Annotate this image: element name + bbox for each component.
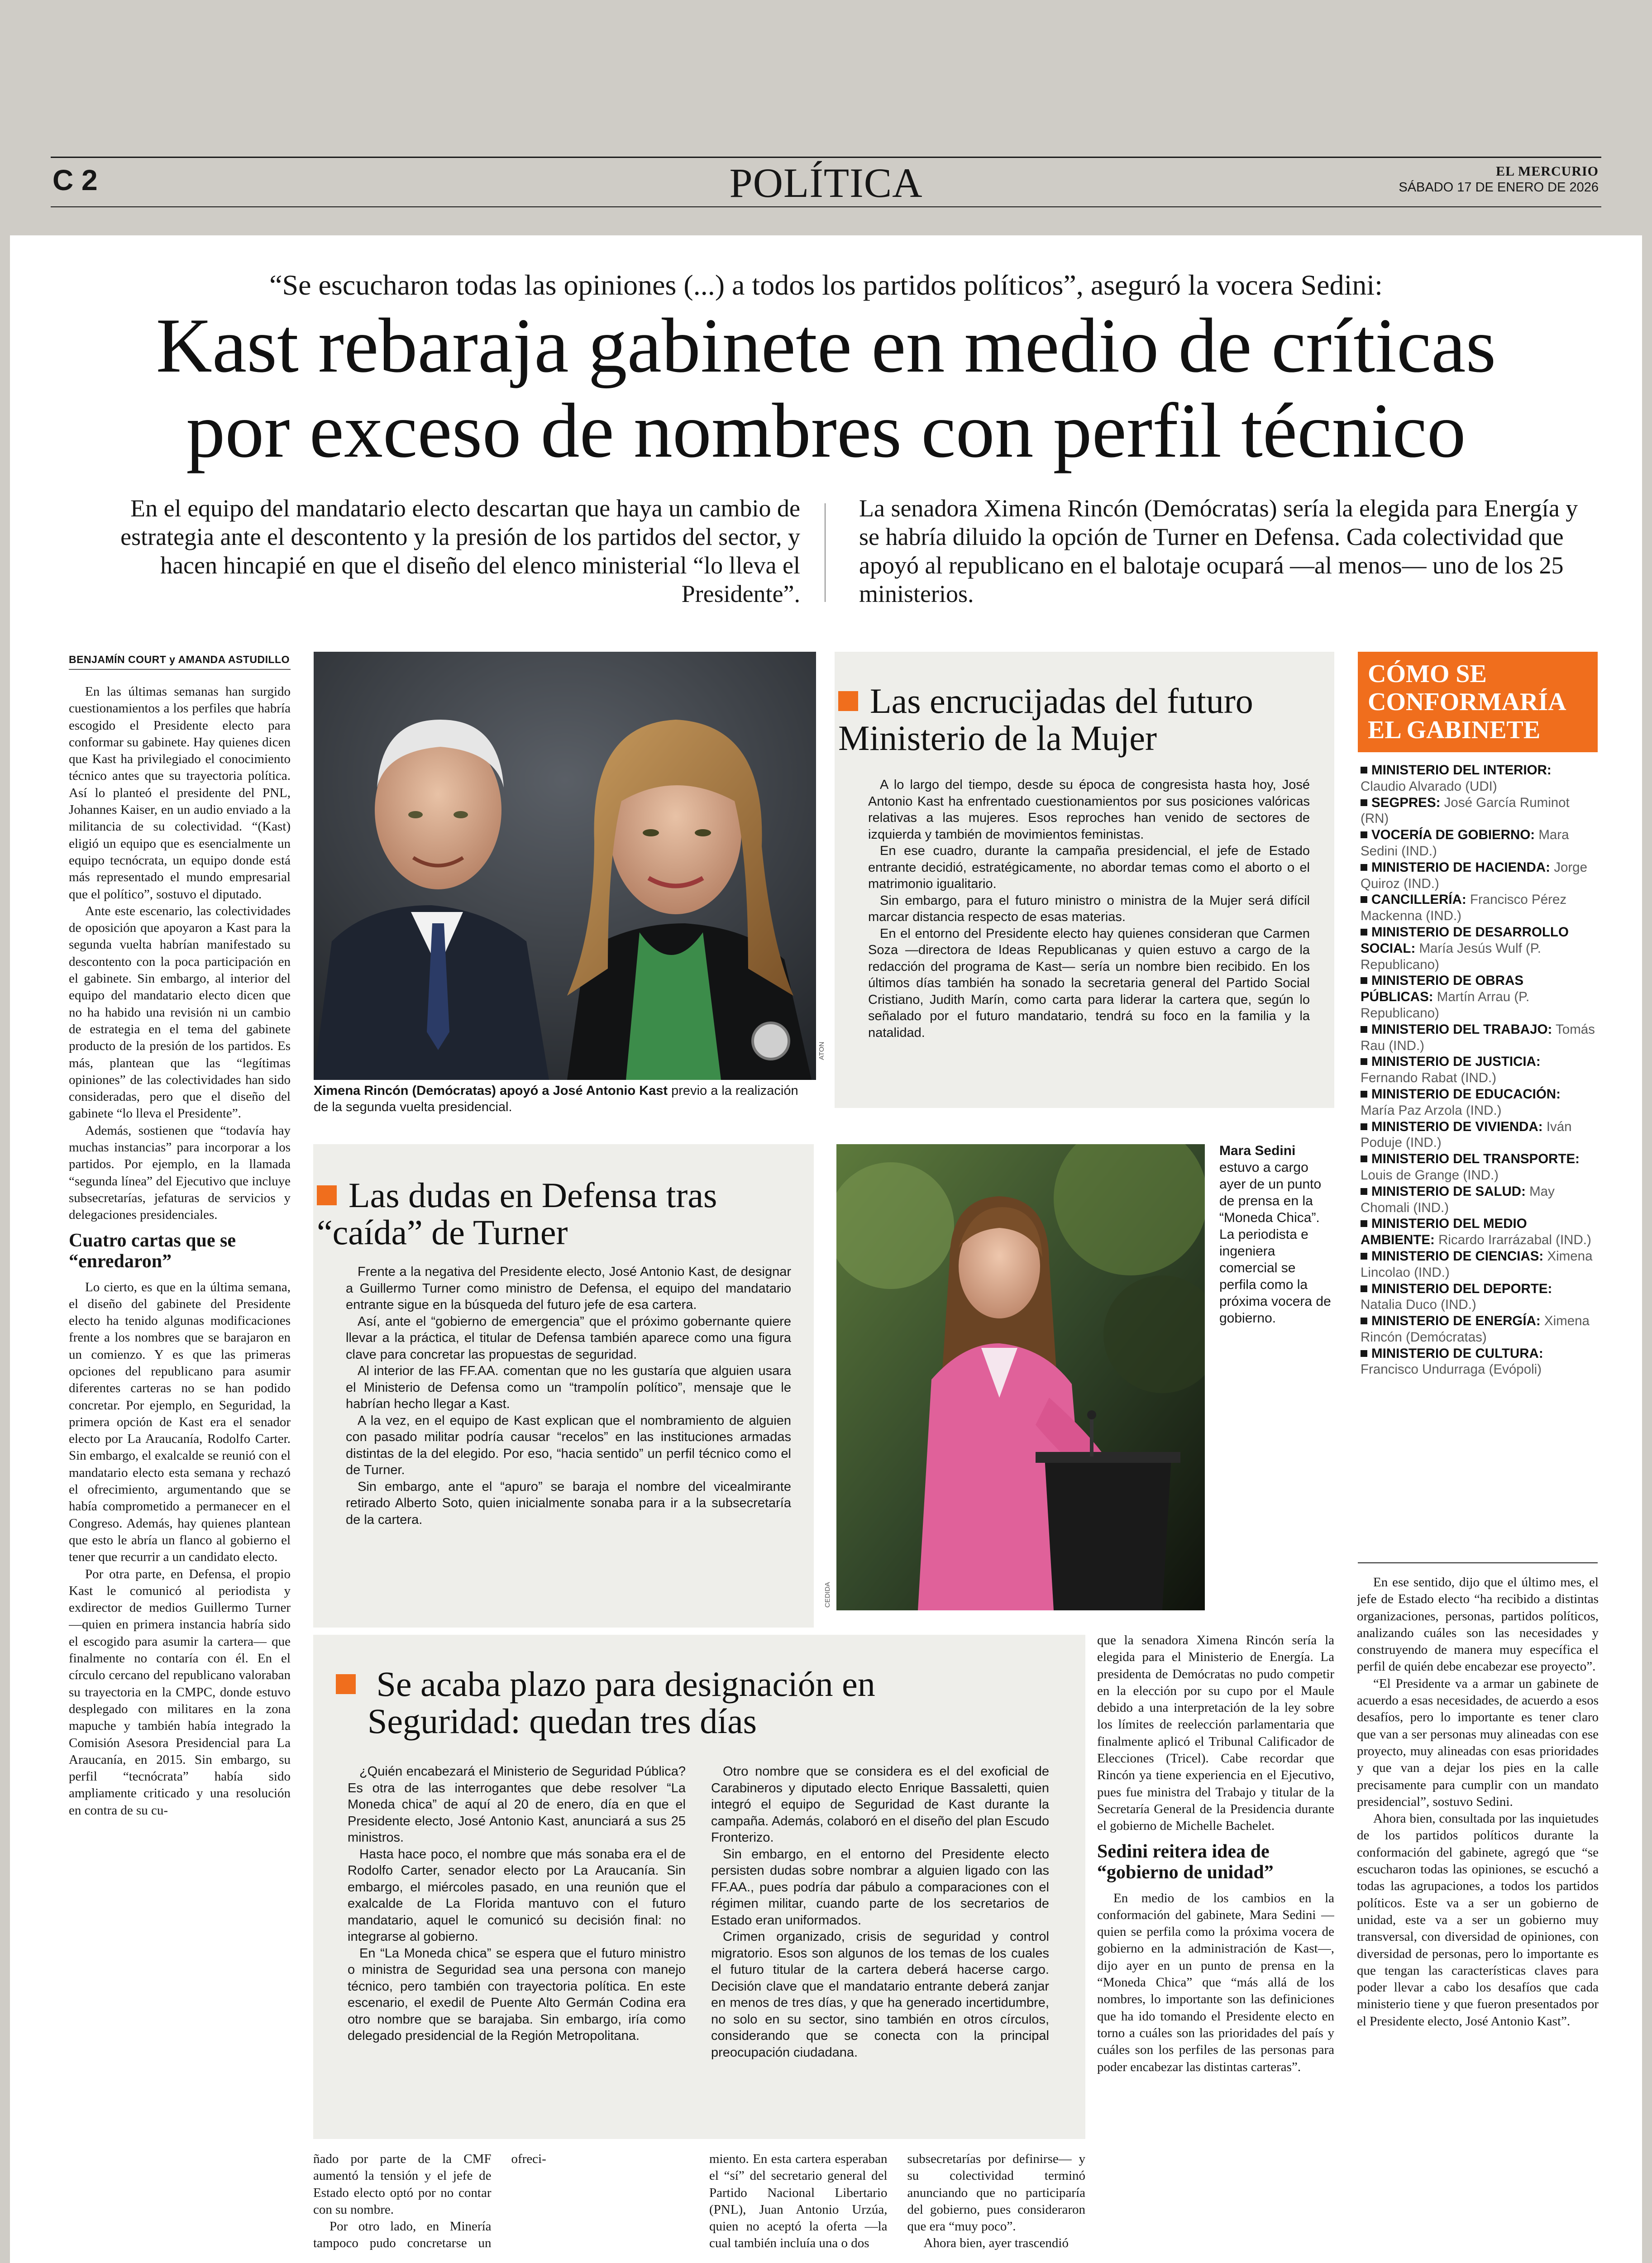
box-seguridad-para: Otro nombre que se considera es el del exoficial de Carabineros y diputado electo Enrique Bassaletti, quien integró el equipo de Seguridad de Kast durante la campaña. Además, colaboró en el diseño del plan Escudo Fronterizo.: [711, 1764, 1049, 1845]
sidebar-item-role: MINISTERIO DE CULTURA:: [1371, 1346, 1543, 1361]
bottom-para: miento. En esta cartera esperaban el “sí” del secretario general del Partido Nacional Libertario (PNL), Juan Antonio Urzúa, quien no aceptó la oferta —la cual también incluía una o dos: [709, 2152, 888, 2251]
box-defensa-para: A la vez, en el equipo de Kast explican que el nombramiento de alguien con pasado militar podría causar “recelos” en las instituciones armadas distintas de la del elegido. Por eso, “hacia sentido” un perfil técnico como el de Turner.: [346, 1413, 791, 1477]
col1-para: Ante este escenario, las colectividades de oposición que apoyaron a Kast para la segunda vuelta habrían manifestado su descontento con la poca participación en el gabinete. Sin embargo, al interior del equipo del mandatario electo dicen que no ha habido una revisión ni un cambio de estrategia en el tema del gabinete producto de la presión de los partidos. Es más, plantean que las “legítimas opiniones” de las colectividades han sido consideradas, pero que el diseño del gabinete “lo lleva el Presidente”.: [69, 903, 291, 1121]
photo1-credit: ATON: [818, 1041, 826, 1060]
col1-para: En las últimas semanas han surgido cuestionamientos a los perfiles que habría escogido el Presidente electo para conformar su gabinete. Hay quienes dicen que Kast ha privilegiado el conocimiento técnico antes que su trayectoria política. Así lo planteó el presidente del PNL, Johannes Kaiser, en un audio enviado a la militancia de su colectividad. “(Kast) eligió un equipo que es esencialmente un equipo tecnócrata, un equipo donde está más representado el mundo empresarial que el político”, sostuvo el diputado.: [69, 684, 291, 902]
sidebar-item-role: MINISTERIO DE EDUCACIÓN:: [1371, 1086, 1561, 1102]
sidebar-item-name: María Jesús Wulf (P. Republicano): [1361, 941, 1541, 972]
col1-para: Por otra parte, en Defensa, el propio Kast le comunicó al periodista y exdirector de medios Guillermo Turner —quien en primera instancia habría sido el escogido para asumir la cartera— que finalmente no contaría con él. En el círculo cercano del republicano valoraban su trayectoria en la CMPC, donde estuvo desplegado con militares en la zona mapuche y también había integrado la Comisión Asesora Presidencial para La Araucanía, en 2015. Sin embargo, su perfil “tecnócrata” había sido ampliamente criticado y una resolución en contra de su cu-: [69, 1566, 291, 1818]
sidebar-item-name: Ximena Rincón (Demócratas): [1361, 1313, 1590, 1345]
sidebar-item-name: Louis de Grange (IND.): [1361, 1167, 1499, 1183]
box-mujer-body: [868, 777, 1310, 1041]
sidebar-item-role: MINISTERIO DE OBRAS PÚBLICAS:: [1361, 973, 1523, 1005]
bullet-square-icon: [1361, 1026, 1367, 1033]
sidebar-item-role: MINISTERIO DE HACIENDA:: [1371, 859, 1550, 875]
sidebar-item: [1361, 924, 1597, 973]
sidebar-item: [1361, 827, 1597, 859]
box-mujer-para: A lo largo del tiempo, desde su época de congresista hasta hoy, José Antonio Kast ha enfrentado cuestionamientos por sus posiciones valóricas relativas a las mujeres. Esos reproches han venido de sectores de izquierda y también de movimientos feministas.: [868, 778, 1310, 842]
bottom-para: Ahora bien, ayer trascendió: [923, 2236, 1069, 2251]
sidebar-item: [1361, 1281, 1597, 1313]
right-para: Ahora bien, consultada por las inquietudes de los partidos políticos durante la conformación del gabinete, agregó que “se escucharon todas las opiniones, se escuchó a todas las agrupaciones, a todos los partidos políticos. Este va a ser un gobierno de unidad, este va a ser un gobierno muy transversal, con diversidad de opiniones, con diversidad de personas, pero lo importante es que tengan las características claves para poder llevar a cabo los desafíos que cada ministerio tiene y que fueron presentados por el Presidente electo, José Antonio Kast”.: [1357, 1811, 1599, 2029]
sidebar-item-name: Ximena Lincolao (IND.): [1361, 1248, 1593, 1280]
headline-line-2: por exceso de nombres con perfil técnico: [186, 388, 1466, 474]
bottom-para: ñado por parte de la CMF aumentó la tensión y el jefe de Estado electo optó por no contar con su nombre.: [313, 2152, 492, 2217]
box-seguridad-para: ¿Quién encabezará el Ministerio de Seguridad Pública? Es otra de las interrogantes que debe resolver “La Moneda chica” de aquí al 20 de enero, día en que el Presidente electo, José Antonio Kast, anunciará a sus 25 ministros.: [348, 1764, 686, 1845]
box-defensa-para: Al interior de las FF.AA. comentan que no les gustaría que alguien usara el Ministerio de Defensa como un “trampolín político”, mensaje que le habrían hecho llegar a Kast.: [346, 1364, 791, 1411]
bullet-square-icon: [1361, 929, 1367, 936]
deck-left: En el equipo del mandatario electo descartan que haya un cambio de estrategia ante el descontento y la presión de los partidos del sector, y hacen hincapié en que el diseño del elenco ministerial “lo lleva el Presidente”.: [120, 495, 800, 607]
photo2-caption: [1219, 1142, 1335, 1327]
box-defensa-para: Así, ante el “gobierno de emergencia” que el próximo gobernante quiere llevar a la práctica, el titular de Defensa también aparece como una figura clave para concretar las propuestas de seguridad.: [346, 1314, 791, 1362]
deck-divider: [825, 503, 826, 602]
sidebar-item-role: MINISTERIO DEL TRABAJO:: [1371, 1022, 1552, 1037]
section-title: POLÍTICA: [729, 160, 923, 206]
sidebar-item-role: MINISTERIO DE VIVIENDA:: [1371, 1119, 1543, 1134]
box-seguridad-headline: [336, 1666, 1069, 1740]
bullet-square-icon: [1361, 1091, 1367, 1098]
box-seguridad-para: En “La Moneda chica” se espera que el futuro ministro o ministra de Seguridad sea una persona con manejo técnico, pero también con trayectoria política. En este escenario, el exedil de Puente Alto Germán Codina era otro nombre que se barajaba. Sin embargo, iría como delegado presidencial de la Región Metropolitana.: [348, 1946, 686, 2043]
bullet-square-icon: [1361, 1318, 1367, 1324]
box-mujer-para: En ese cuadro, durante la campaña presidencial, el jefe de Estado entrante decidió, estratégicamente, no abordar temas como el aborto o el matrimonio igualitario.: [868, 844, 1310, 891]
box-seguridad-para: Crimen organizado, crisis de seguridad y control migratorio. Esos son algunos de los temas de los cuales el futuro titular de la cartera deberá hacerse cargo. Decisión clave que el mandatario entrante deberá zanjar en menos de tres días, y que ha generado incertidumbre, no solo en su sector, sino también en otros círculos, considerando que se conecta con la principal preocupación ciudadana.: [711, 1929, 1049, 2060]
sidebar-title-line-2: CONFORMARÍA: [1368, 688, 1566, 716]
sidebar-item: [1361, 1054, 1597, 1086]
photo-sedini-graphic: [836, 1144, 1205, 1610]
sidebar-item-role: MINISTERIO DEL TRANSPORTE:: [1371, 1151, 1580, 1167]
sidebar-item: [1361, 892, 1597, 924]
sidebar-item-role: CANCILLERÍA:: [1371, 892, 1466, 907]
bottom-para: subsecretarías por definirse— y su colectividad terminó anunciando que no participaría del gobierno, pues consideraron que era “muy poco”.: [907, 2152, 1085, 2234]
article-headline: [0, 303, 1652, 473]
sidebar-item-name: Iván Poduje (IND.): [1361, 1119, 1572, 1151]
sidebar-item: [1361, 1184, 1597, 1216]
byline: BENJAMÍN COURT y AMANDA ASTUDILLO: [69, 654, 290, 665]
bullet-square-icon: [1361, 1058, 1367, 1065]
sidebar-item-role: MINISTERIO DEL DEPORTE:: [1371, 1281, 1552, 1296]
photo-kast-rincon-graphic: [314, 652, 816, 1080]
sidebar-item-name: Francisco Pérez Mackenna (IND.): [1361, 892, 1567, 924]
article-column-right: [1357, 1574, 1599, 2263]
sidebar-item-role: SEGPRES:: [1371, 795, 1441, 810]
bottom-para: Por otro lado, en Minería tampoco pudo concretarse un ofreci-: [313, 2152, 546, 2251]
sidebar-item: [1361, 795, 1597, 827]
sidebar-title-line-1: CÓMO SE: [1368, 660, 1487, 688]
sidebar-item-name: Francisco Undurraga (Evópoli): [1361, 1362, 1542, 1377]
sidebar-bottom-rule: [1358, 1562, 1598, 1563]
box-seguridad-para: Sin embargo, en el entorno del Presidente electo persisten dudas sobre nombrar a alguien ligado con las FF.AA., pues podría dar pábulo a comparaciones con el régimen militar, cuando parte de los secretarios de Estado eran uniformados.: [711, 1847, 1049, 1928]
sidebar-item-name: Tomás Rau (IND.): [1361, 1022, 1595, 1053]
sidebar-item-name: Natalia Duco (IND.): [1361, 1297, 1476, 1313]
deck-right: La senadora Ximena Rincón (Demócratas) sería la elegida para Energía y se habría diluido la opción de Turner en Defensa. Cada colectividad que apoyó al republicano en el balotaje ocupará —al menos— uno de los 25 ministerios.: [859, 495, 1578, 607]
top-rule: [51, 157, 1601, 158]
sidebar-item-name: May Chomali (IND.): [1361, 1184, 1555, 1215]
box-mujer-para: En el entorno del Presidente electo hay quienes consideran que Carmen Soza —directora de Ideas Republicanas y quien estuvo a cargo de la redacción del programa de Kast— sería un nombre bien recibido. En los últimos días también ha sonado la secretaria general del Partido Social Cristiano, Judith Marín, como carta para liderar la cartera que, según lo señalado por el futuro mandatario, tendrá su foco en la familia y la natalidad.: [868, 926, 1310, 1040]
seguridad-headline-line-2: Seguridad: quedan tres días: [368, 1701, 757, 1741]
sidebar-item: [1361, 1151, 1597, 1184]
box-defensa-body: [346, 1264, 791, 1528]
sidebar-item-name: Fernando Rabat (IND.): [1361, 1070, 1497, 1086]
bullet-square-icon: [1361, 799, 1367, 806]
sidebar-item-role: MINISTERIO DE SALUD:: [1371, 1184, 1526, 1199]
sidebar-item-name: Mara Sedini (IND.): [1361, 827, 1569, 859]
box-defensa-headline: Las dudas en Defensa tras “caída” de Turner: [317, 1177, 788, 1251]
photo-kast-rincon: [314, 652, 816, 1080]
sidebar-item-name: María Paz Arzola (IND.): [1361, 1103, 1502, 1118]
subhead-sedini: Sedini reitera idea de “gobierno de unidad”: [1097, 1841, 1274, 1883]
sidebar-item: [1361, 1216, 1597, 1248]
sidebar-header: [1358, 652, 1598, 752]
masthead-rule: [51, 206, 1601, 207]
bullet-square-icon: [1361, 864, 1367, 871]
bullet-square-icon: [1361, 1155, 1367, 1162]
rincon-para: En medio de los cambios en la conformación del gabinete, Mara Sedini —quien se perfila como la próxima vocera de gobierno en la administración de Kast—, dijo ayer en un punto de prensa en la “Moneda Chica” que “más allá de los nombres, lo importante son las definiciones que ha ido tomando el Presidente electo en torno a cuáles son las prioridades del país y cuáles son los perfiles de las personas para poder encabezar las distintas carteras”.: [1097, 1891, 1334, 2074]
rincon-para: que la senadora Ximena Rincón sería la elegida para el Ministerio de Energía. La presidenta de Demócratas no pudo competir en la elección por su cupo por el Maule debido a una interpretación de la ley sobre los límites de reelección parlamentaria que finalmente aplicó el Tribunal Calificador de Elecciones (Tricel). Cabe recordar que Rincón ya tiene experiencia en el Ejecutivo, pues fue ministra del Trabajo y titular de la Secretaría General de la Presidencia durante el gobierno de Michelle Bachelet.: [1097, 1633, 1334, 1833]
photo2-credit: CEDIDA: [824, 1582, 831, 1608]
subhead-cuatro-cartas: Cuatro cartas que se “enredaron”: [69, 1230, 236, 1272]
bullet-square-icon: [1361, 977, 1367, 984]
bullet-square-icon: [1361, 896, 1367, 903]
sidebar-item-role: MINISTERIO DEL MEDIO AMBIENTE:: [1361, 1216, 1527, 1248]
col1-para: Lo cierto, es que en la última semana, el diseño del gabinete del Presidente electo ha tenido algunas modificaciones frente a los nombres que se barajaron en un comienzo. Y es que las primeras opciones del republicano para asumir diferentes carteras no se han podido concretar. Por ejemplo, en Seguridad, la primera opción de Kast era el senador electo por La Araucanía, Rodolfo Carter. Sin embargo, el exalcalde se reunió con el mandatario electo esta semana y rechazó el ofrecimiento, argumentando que se había comprometido a permanecer en el Congreso. Además, hay quienes plantean que esto le abría un flanco al gobierno el tener que recurrir a un candidato electo.: [69, 1280, 291, 1565]
sidebar-item-role: MINISTERIO DEL INTERIOR:: [1371, 763, 1552, 778]
bullet-square-icon: [1361, 767, 1367, 773]
bullet-square-icon: [1361, 1220, 1367, 1227]
sidebar-item-role: MINISTERIO DE JUSTICIA:: [1371, 1054, 1541, 1069]
photo-sedini: [836, 1144, 1205, 1610]
sidebar-list: [1358, 752, 1598, 1378]
article-bottom-columns: [313, 2151, 1085, 2263]
bullet-square-icon: [1361, 1253, 1367, 1260]
box-mujer-headline: Las encrucijadas del futuro Ministerio de la Mujer: [838, 683, 1313, 757]
sidebar-item: [1361, 1313, 1597, 1346]
article-kicker: “Se escucharon todas las opiniones (...) a todos los partidos políticos”, aseguró la vocera Sedini:: [269, 269, 1383, 301]
col1-para: Además, sostienen que “todavía hay muchas instancias” para incorporar a los partidos. Por ejemplo, en la llamada “segunda línea” del Ejecutivo que incluye subsecretarías, jefaturas de servicios y delegaciones presidenciales.: [69, 1123, 291, 1222]
box-defensa-para: Frente a la negativa del Presidente electo, José Antonio Kast, de designar a Guillermo Turner como ministro de Defensa, el equipo del mandatario entrante sigue en la búsqueda del futuro jefe de esa cartera.: [346, 1265, 791, 1312]
box-seguridad-body: [348, 1763, 1049, 2125]
sidebar-item: [1361, 1346, 1597, 1378]
bullet-square-icon: [1361, 1123, 1367, 1130]
bullet-square-icon: [1361, 1188, 1367, 1195]
sidebar-item: [1361, 1119, 1597, 1151]
page-number: C 2: [53, 164, 98, 196]
photo2-caption-text: estuvo a cargo ayer de un punto de prensa en la “Moneda Chica”. La periodista e ingeniera comercial se perfila como la próxima vocera de gobierno.: [1219, 1160, 1331, 1326]
sidebar-item: [1361, 973, 1597, 1021]
headline-line-1: Kast rebaraja gabinete en medio de críticas: [156, 303, 1496, 389]
sidebar-item-role: VOCERÍA DE GOBIERNO:: [1371, 827, 1535, 843]
photo1-caption-text: previo a la realización de la segunda vuelta presidencial.: [314, 1084, 798, 1114]
sidebar-item-role: MINISTERIO DE CIENCIAS:: [1371, 1248, 1544, 1264]
photo1-caption: [314, 1083, 816, 1115]
photo2-caption-bold: Mara Sedini: [1219, 1143, 1296, 1158]
bullet-square-icon: [1361, 1350, 1367, 1357]
box-mujer-para: Sin embargo, para el futuro ministro o ministra de la Mujer será difícil marcar distancia respecto de esas materias.: [868, 893, 1310, 924]
sidebar-item-name: Ricardo Irarrázabal (IND.): [1438, 1232, 1591, 1248]
seguridad-headline-line-1: Se acaba plazo para designación en: [376, 1664, 875, 1704]
box-seguridad-para: Hasta hace poco, el nombre que más sonaba era el de Rodolfo Carter, senador electo por La Araucanía. Sin embargo, el miércoles pasado, en una reunión que el exalcalde de La Florida mantuvo con el futuro mandatario, aquel le comunicó su decisión final: no integrarse al gobierno.: [348, 1847, 686, 1944]
article-column-rincon: [1097, 1632, 1334, 2263]
edition-date: SÁBADO 17 DE ENERO DE 2026: [1399, 180, 1599, 195]
sidebar-item: [1361, 1248, 1597, 1281]
right-para: En ese sentido, dijo que el último mes, el jefe de Estado electo “ha recibido a distintas organizaciones, personas, partidos políticos, analizando cuáles son las necesidades y construyendo de manera muy específica el perfil de quién debe encabezar ese proyecto”.: [1357, 1575, 1599, 1674]
bullet-square-icon: [1361, 1285, 1367, 1292]
publication-name: EL MERCURIO: [1496, 164, 1599, 179]
article-column-1: [69, 683, 291, 2263]
byline-rule: [69, 669, 291, 670]
right-para: “El Presidente va a armar un gabinete de acuerdo a esas necesidades, de acuerdo a esos desafíos, pero lo importante es tener claro que van a ser personas muy alineadas con ese proyecto, muy alineadas con esas prioridades y que van a dejar los pies en la calle precisamente para cumplir con un mandato presidencial”, sostuvo Sedini.: [1357, 1676, 1599, 1809]
sidebar-item: [1361, 762, 1597, 795]
sidebar-item-role: MINISTERIO DE DESARROLLO SOCIAL:: [1361, 924, 1569, 956]
sidebar-title-line-3: EL GABINETE: [1368, 716, 1541, 744]
sidebar-item-name: José García Ruminot (RN): [1361, 795, 1570, 826]
photo1-caption-bold: Ximena Rincón (Demócratas) apoyó a José Antonio Kast: [314, 1084, 668, 1098]
sidebar-item-name: Jorge Quiroz (IND.): [1361, 859, 1587, 891]
sidebar-item-name: Martín Arrau (P. Republicano): [1361, 989, 1530, 1021]
sidebar-gabinete: [1358, 652, 1598, 1548]
sidebar-item: [1361, 1022, 1597, 1054]
sidebar-item-role: MINISTERIO DE ENERGÍA:: [1371, 1313, 1541, 1329]
sidebar-item-name: Claudio Alvarado (UDI): [1361, 778, 1497, 794]
sidebar-item: [1361, 1086, 1597, 1119]
bullet-square-icon: [1361, 831, 1367, 838]
box-defensa-para: Sin embargo, ante el “apuro” se baraja el nombre del vicealmirante retirado Alberto Soto, quien inicialmente sonaba para ir a la subsecretaría de la cartera.: [346, 1479, 791, 1527]
sidebar-item: [1361, 859, 1597, 892]
